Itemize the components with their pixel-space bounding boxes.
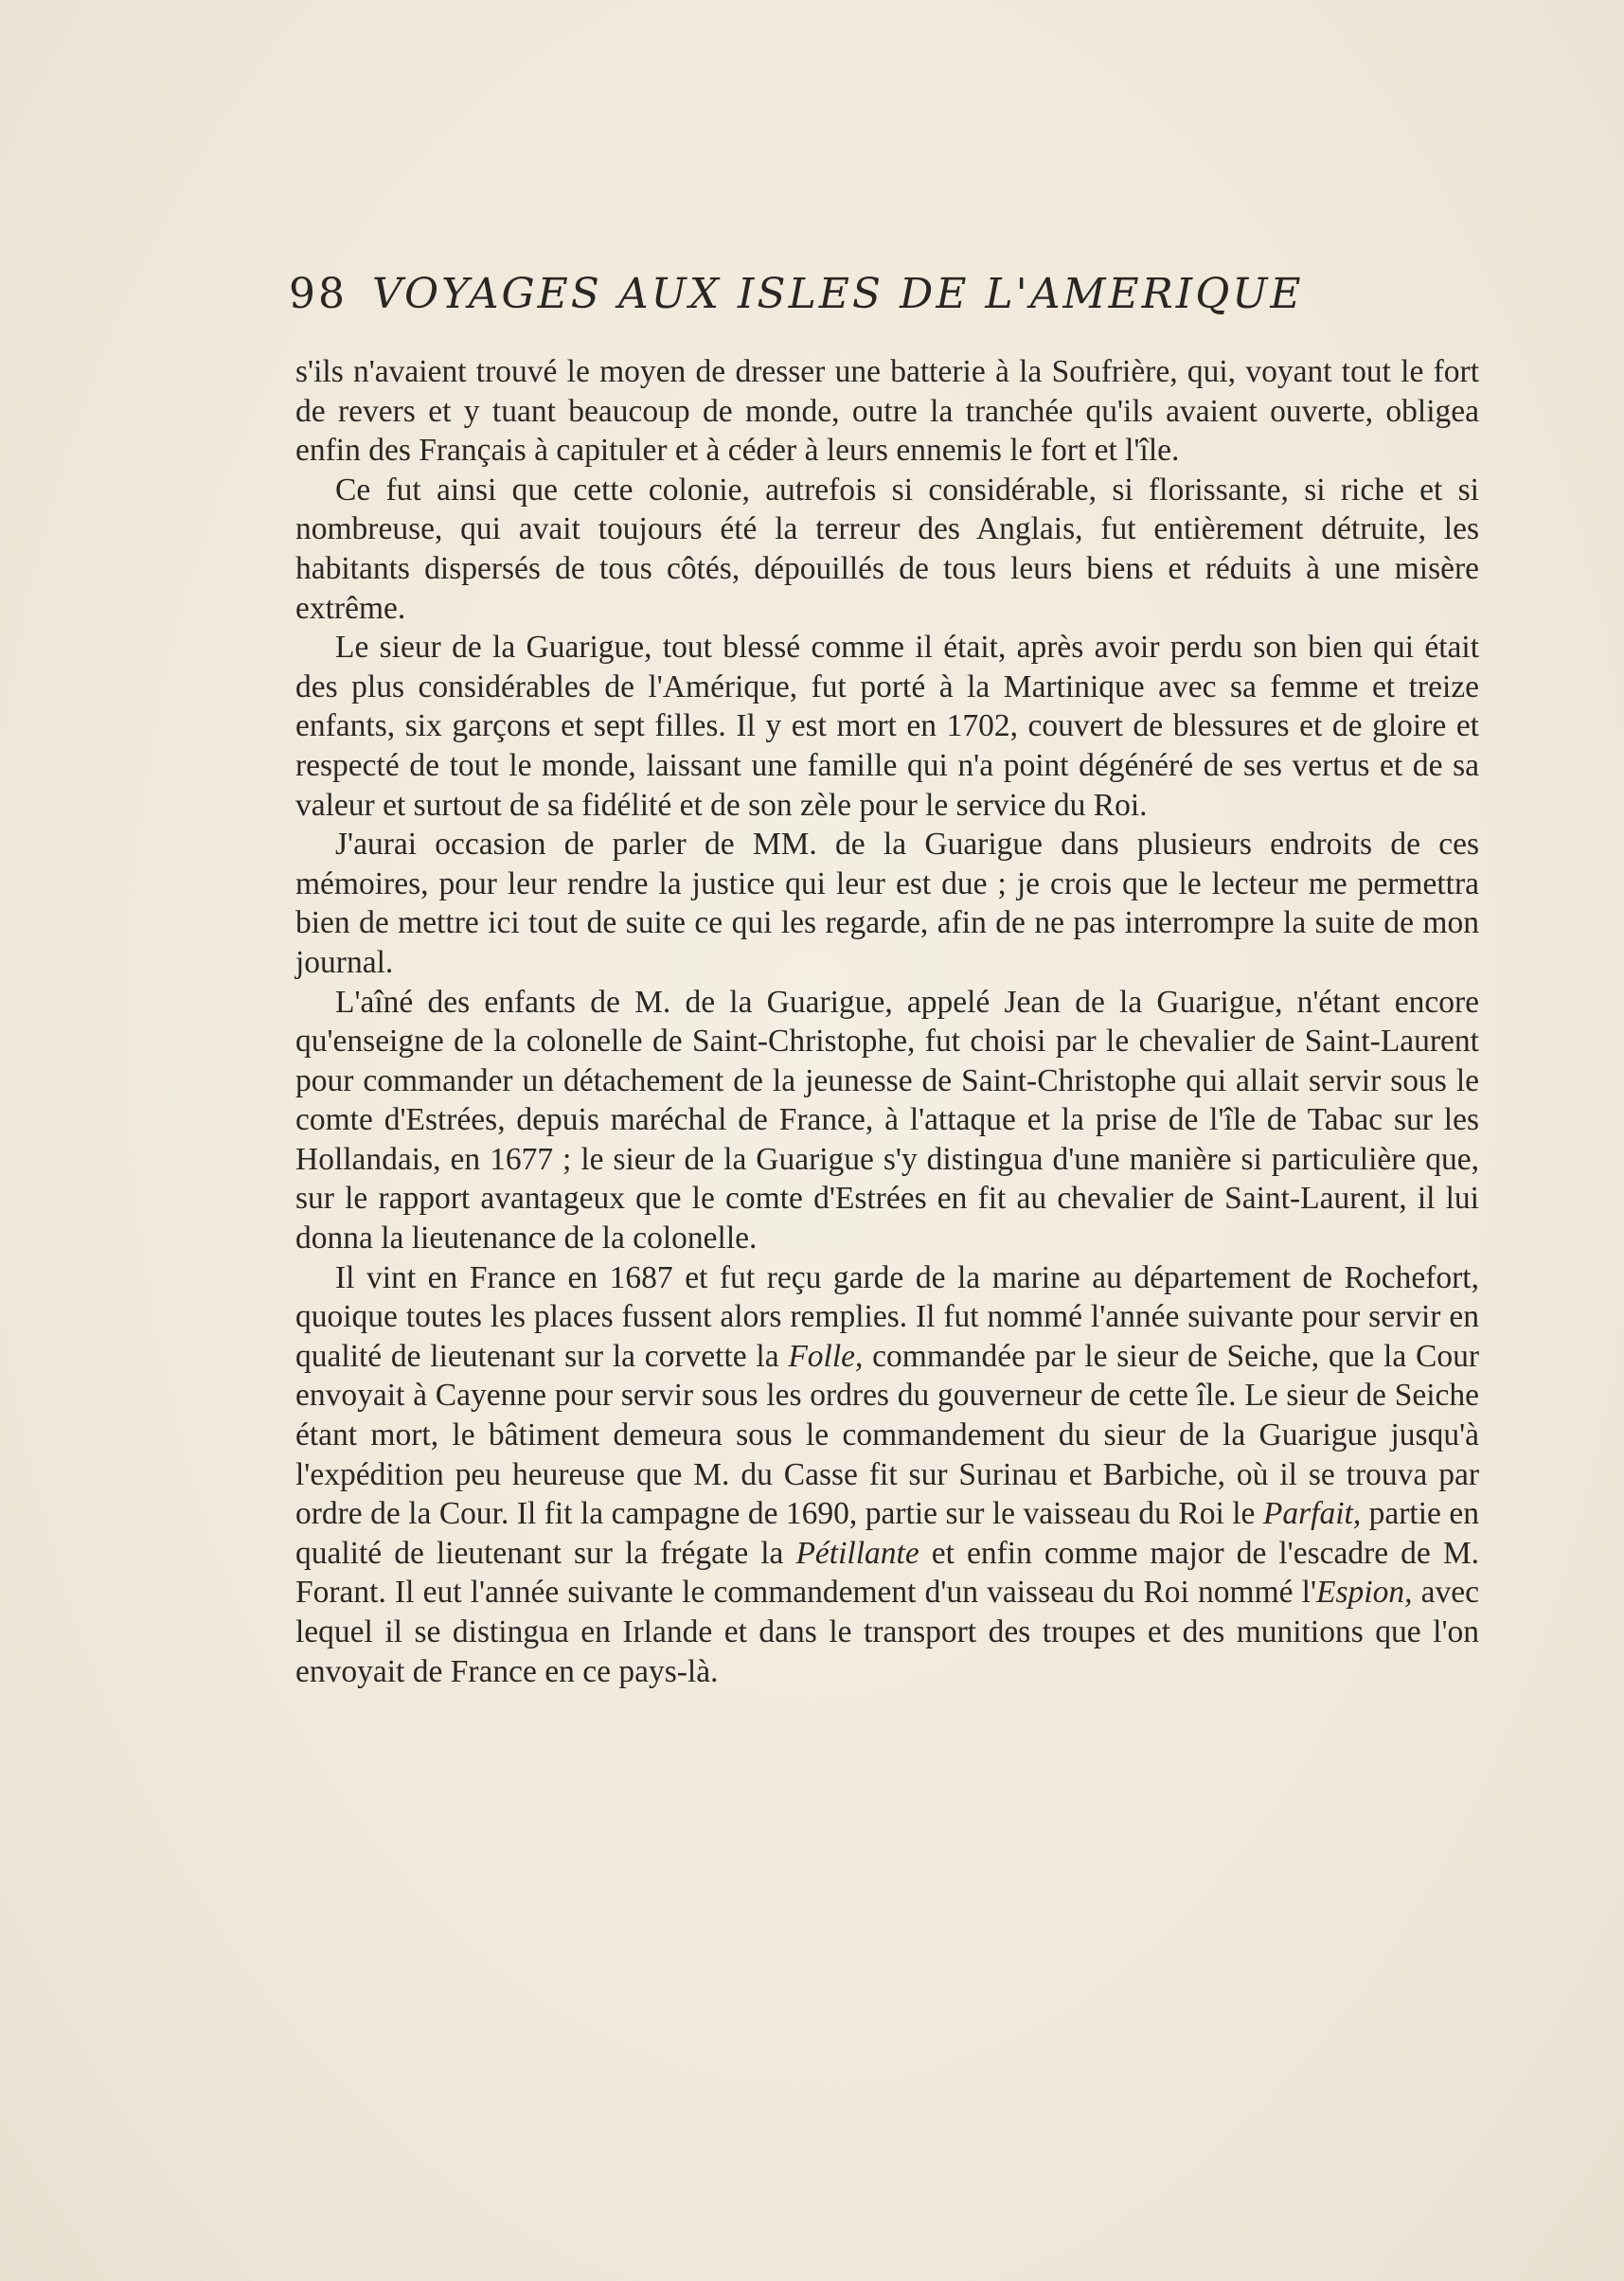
paragraph-2: Ce fut ainsi que cette colonie, autrefois si considérable, si florissante, si riche et si nombreuse, qui avait toujours été la terreur des Anglais, fut entièrement détruite, les habitants dispersés de tous côtés, dépouillés de tous leurs biens et réduits à une misère extrême.: [295, 472, 1479, 626]
paragraph-6-text: commandée par le sieur de Seiche, que la Cour envoyait à Cayenne pour servir sous les ordres du gouverneur de cette île. Le sieur de Seiche étant mort, le bâtiment demeura sous le commandement du sieur de la Guarigue jusqu'à l'expédition peu heureuse que M. du Casse fit sur Surinau et Barbiche, où il se trouva par ordre de la Cour. Il fit la campagne de 1690, partie sur le vaisseau du Roi le: [295, 1338, 1479, 1532]
paragraph-1: s'ils n'avaient trouvé le moyen de dresser une batterie à la Soufrière, qui, voyant tout le fort de revers et y tuant beaucoup de monde, outre la tranchée qu'ils avaient ouverte, obligea enfin des Français à capituler et à céder à leurs ennemis le fort et l'île.: [295, 354, 1479, 469]
ship-name-petillante: Pétillante: [795, 1535, 919, 1571]
paragraph-5: L'aîné des enfants de M. de la Guarigue, appelé Jean de la Guarigue, n'étant encore qu'enseigne de la colonelle de Saint-Christophe, fut choisi par le chevalier de Saint-Laurent pour commander un détachement de la jeunesse de Saint-Christophe qui allait servir sous le comte d'Estrées, depuis maréchal de France, à l'attaque et la prise de l'île de Tabac sur les Hollandais, en 1677 ; le sieur de la Guarigue s'y distingua d'une manière si particulière que, sur le rapport avantageux que le comte d'Estrées en fit au chevalier de Saint-Laurent, il lui donna la lieutenance de la colonelle.: [295, 984, 1479, 1256]
page-number: 98: [289, 270, 348, 318]
ship-name-espion: Espion,: [1316, 1575, 1413, 1611]
paragraph-6-text: et enfin comme major de l'escadre de M. Forant. Il eut l'année suivante le commandement d'un vaisseau du Roi nommé l': [295, 1535, 1479, 1611]
ship-name-folle: Folle,: [788, 1338, 864, 1374]
paragraph-3: Le sieur de la Guarigue, tout blessé comme il était, après avoir perdu son bien qui était des plus considérables de l'Amérique, fut porté à la Martinique avec sa femme et treize enfants, six garçons et sept filles. Il y est mort en 1702, couvert de blessures et de gloire et respecté de tout le monde, laissant une famille qui n'a point dégénéré de ses vertus et de sa valeur et surtout de sa fidélité et de son zèle pour le service du Roi.: [295, 630, 1479, 823]
page-title: VOYAGES AUX ISLES DE L'AMERIQUE: [372, 270, 1304, 318]
ship-name-parfait: Parfait,: [1262, 1496, 1362, 1532]
paragraph-6: [295, 1258, 1479, 1692]
paragraph-6-text: partie en qualité de lieutenant sur la frégate la: [295, 1496, 1479, 1571]
paragraph-6-text: Il vint en France en 1687 et fut reçu garde de la marine au département de Rochefort, quoique toutes les places fussent alors remplies. Il fut nommé l'année suivante pour servir en qualité de lieutenant sur la corvette la: [295, 1259, 1479, 1374]
paragraph-4: J'aurai occasion de parler de MM. de la Guarigue dans plusieurs endroits de ces mémoires, pour leur rendre la justice qui leur est due ; je crois que le lecteur me permettra bien de mettre ici tout de suite ce qui les regarde, afin de ne pas interrompre la suite de mon journal.: [295, 827, 1479, 980]
paragraph-6-text: avec lequel il se distingua en Irlande et dans le transport des troupes et des munitions que l'on envoyait de France en ce pays-là.: [295, 1575, 1479, 1689]
running-head: [289, 270, 1378, 318]
body-text: [295, 352, 1479, 1691]
